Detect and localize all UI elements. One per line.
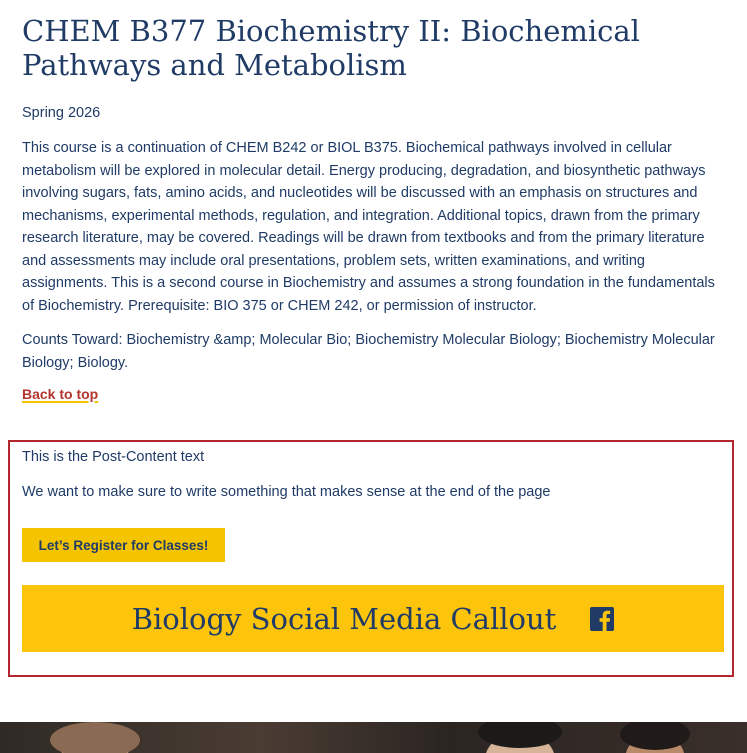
social-media-callout xyxy=(22,585,724,652)
back-to-top-link[interactable]: Back to top xyxy=(22,386,99,402)
callout-title: Biology Social Media Callout xyxy=(131,601,557,636)
page-title: CHEM B377 Biochemistry II: Biochemical Pathways and Metabolism xyxy=(22,14,640,82)
page xyxy=(0,14,747,753)
main-content xyxy=(0,14,747,404)
footer-photo xyxy=(0,722,747,753)
post-content-subtext: We want to make sure to write something that makes sense at the end of the page xyxy=(22,484,551,500)
counts-toward: Counts Toward: Biochemistry &amp; Molecular Bio; Biochemistry Molecular Biology; Biochemistry Molecular Biology; Biology. xyxy=(22,332,715,371)
facebook-icon[interactable] xyxy=(590,607,614,631)
course-term: Spring 2026 xyxy=(22,105,101,121)
post-content-box xyxy=(8,440,734,677)
course-description: This course is a continuation of CHEM B242 or BIOL B375. Biochemical pathways involved in cellular metabolism will be explored in molecular detail. Energy producing, degradation, and biosynthetic pathways involving sugars, fats, amino acids, and nucleotides will be discussed with an emphasis on structures and mechanisms, experimental methods, regulation, and integration. Additional topics, drawn from the primary research literature, may be covered. Readings will be drawn from textbooks and from the primary literature and assessments may include oral presentations, problem sets, written examinations, and writing assignments. This is a second course in Biochemistry and assumes a strong foundation in the fundamentals of Biochemistry. Prerequisite: BIO 375 or CHEM 242, or permission of instructor. xyxy=(22,140,715,314)
register-classes-button[interactable]: Let’s Register for Classes! xyxy=(22,528,225,562)
post-content-text: This is the Post-Content text xyxy=(22,449,205,465)
